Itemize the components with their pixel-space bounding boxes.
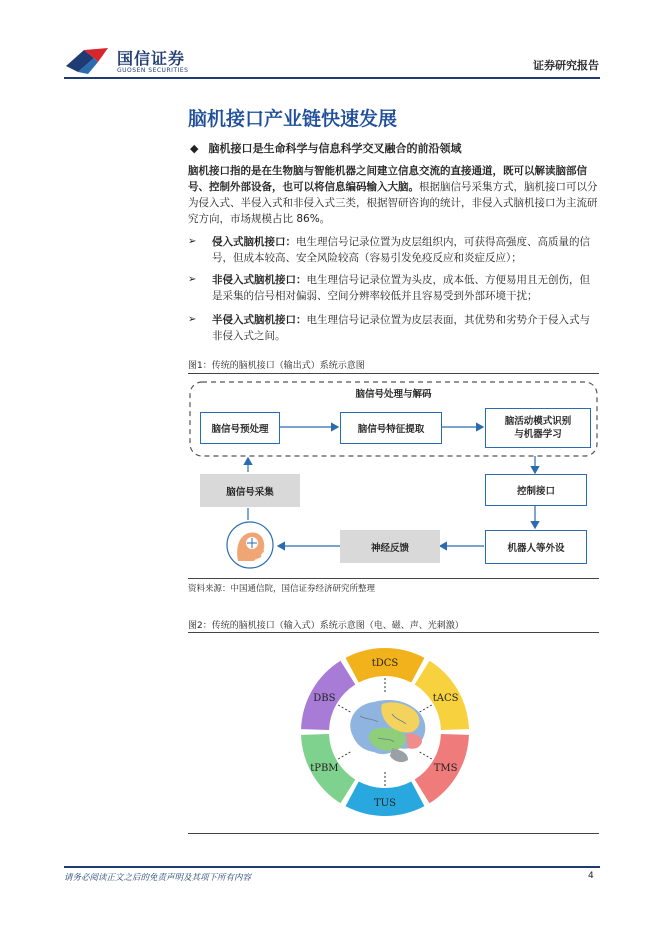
list-item — [188, 312, 600, 344]
box-feature-extraction: 脑信号特征提取 — [340, 412, 442, 444]
ring-label-tus: TUS — [374, 798, 396, 809]
list-item-label: 半侵入式脑机接口： — [212, 314, 307, 326]
brand-logo-icon — [64, 44, 114, 76]
ring-label-tdcs: tDCS — [371, 658, 399, 669]
footer-disclaimer: 请务必阅读正文之后的免责声明及其项下所有内容 — [64, 873, 252, 883]
ring-label-tms: TMS — [433, 763, 458, 774]
list-item-text: 电生理信号记录位置为头皮，成本低、方便易用且无创伤，但是采集的信号相对偏弱、空间分辨率较低并且容易受到外部环境干扰； — [212, 274, 590, 302]
figure2-top-rule — [188, 632, 599, 633]
page-number: 4 — [588, 871, 594, 881]
bullet-heading — [190, 140, 461, 156]
box-neural-feedback: 神经反馈 — [340, 530, 440, 563]
ring-label-tacs: tACS — [432, 693, 459, 704]
arrow-bullet-icon: ➢ — [188, 314, 197, 325]
figure1-bottom-rule — [188, 578, 599, 579]
ring-label-dbs: DBS — [313, 693, 336, 704]
figure2-bottom-rule — [188, 833, 599, 834]
figure1-top-rule — [188, 373, 599, 374]
diamond-bullet-icon: ◆ — [190, 142, 199, 155]
box-device: 机器人等外设 — [485, 530, 587, 564]
box-pattern-recognition — [485, 408, 591, 448]
figure2-caption: 图2：传统的脑机接口（输入式）系统示意图（电、磁、声、光刺激） — [188, 621, 464, 631]
figure1-diagram — [188, 376, 599, 576]
list-item-label: 非侵入式脑机接口： — [212, 274, 307, 286]
figure1-source: 资料来源：中国通信院，国信证券经济研究所整理 — [188, 584, 376, 594]
bullet-heading-text: 脑机接口是生命科学与信息科学交叉融合的前沿领域 — [208, 142, 462, 155]
box-preprocess: 脑信号预处理 — [200, 412, 280, 444]
report-type: 证券研究报告 — [533, 59, 599, 72]
box-acquisition: 脑信号采集 — [200, 474, 300, 507]
figure2-diagram — [300, 640, 470, 825]
footer-divider — [64, 866, 600, 868]
brand-name-en: GUOSEN SECURITIES — [117, 67, 189, 74]
figure1-group-title: 脑信号处理与解码 — [355, 389, 432, 400]
list-item-text: 电生理信号记录位置为皮层组织内，可获得高强度、高质量的信号，但成本较高、安全风险较高（容易引发免疫反应和炎症反应）； — [212, 236, 590, 264]
list-item — [188, 272, 600, 304]
intro-rest: 根据脑信号采集方式，脑机接口可以分为侵入式、半侵入式和非侵入式三类，根据智研咨询的统计，非侵入式脑机接口为主流研究方向，市场规模占比 86%。 — [188, 181, 598, 225]
list-item-text: 电生理信号记录位置为皮层表面，其优势和劣势介于侵入式与非侵入式之间。 — [212, 314, 590, 342]
arrow-bullet-icon: ➢ — [188, 274, 197, 285]
head-brain-icon — [226, 521, 274, 569]
pattern-line2: 与机器学习 — [514, 429, 562, 440]
section-title: 脑机接口产业链快速发展 — [188, 108, 398, 130]
box-control-interface: 控制接口 — [485, 474, 587, 506]
figure1-caption: 图1：传统的脑机接口（输出式）系统示意图 — [188, 361, 365, 371]
brand-name-cn: 国信证券 — [117, 49, 186, 68]
intro-bold: 脑机接口指的是在生物脑与智能机器之间建立信息交流的直接通道，既可以解读脑部信号、控制外部设备，也可以将信息编码输入大脑。 — [188, 165, 587, 193]
brain-icon — [342, 694, 432, 766]
list-item — [188, 234, 600, 266]
arrow-bullet-icon: ➢ — [188, 236, 197, 247]
ring-label-tpbm: tPBM — [310, 763, 339, 774]
list-item-label: 侵入式脑机接口： — [212, 236, 296, 248]
header-divider — [64, 77, 600, 79]
pattern-line1: 脑活动模式识别 — [504, 416, 572, 427]
intro-paragraph — [188, 163, 600, 227]
